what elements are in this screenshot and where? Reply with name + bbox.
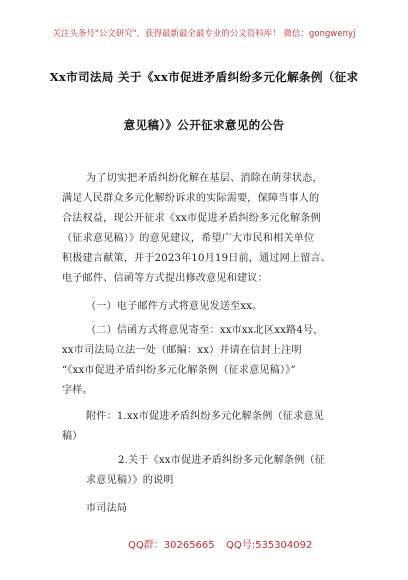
body-line-1: 为了切实把矛盾纠纷化解在基层、消除在萌芽状态，	[86, 173, 323, 184]
body-line-10: “《xx市促进矛盾纠纷多元化解条例（征求意见稿）》”	[62, 365, 296, 376]
body-line-9: xx市司法局立法一处（邮编：xx）并请在信封上注明	[62, 345, 302, 356]
body-line-2: 满足人民群众多元化解纷诉求的实际需要，保障当事人的	[62, 193, 320, 204]
body-line-5: 积极建言献策，并于2023年10月19日前，通过网上留言、	[62, 253, 332, 264]
top-watermark: 关注头条号"公文研究"，获得最新最全最专业的公文资料库！ 微信：gongwenyj	[52, 28, 356, 38]
attachment-line-3: 2.关于《xx市促进矛盾纠纷多元化解条例（征	[118, 455, 326, 466]
body-line-4: （征求意见稿）》的意见建议，希望广大市民和相关单位	[62, 233, 315, 244]
body-line-8: （二）信函方式将意见寄至：xx市xx北区xx路4号，	[86, 325, 324, 336]
footer-qq-number: QQ号:535304092	[226, 540, 313, 551]
footer-watermark	[0, 536, 408, 552]
document-title-line-1: Xx市司法局 关于《xx市促进矛盾纠纷多元化解条例（征求	[49, 70, 359, 84]
attachment-line-1: 附件：1.xx市促进矛盾纠纷多元化解条例（征求意见	[86, 411, 324, 422]
body-line-3: 合法权益，现公开征求《xx市促进矛盾纠纷多元化解条例	[62, 213, 321, 224]
body-line-11: 字样。	[62, 385, 93, 396]
attachment-line-2: 稿）	[62, 431, 83, 442]
attachment-line-4: 求意见稿）》的说明	[86, 475, 174, 486]
body-line-7: （一）电子邮件方式将意见发送至xx。	[86, 301, 263, 312]
footer-qq-group: QQ群：30265665	[128, 540, 215, 551]
signature: 市司法局	[86, 503, 128, 514]
document-title-line-2: 意见稿）》公开征求意见的公告	[123, 118, 285, 132]
body-line-6: 电子邮件、信函等方式提出修改意见和建议：	[62, 273, 268, 284]
